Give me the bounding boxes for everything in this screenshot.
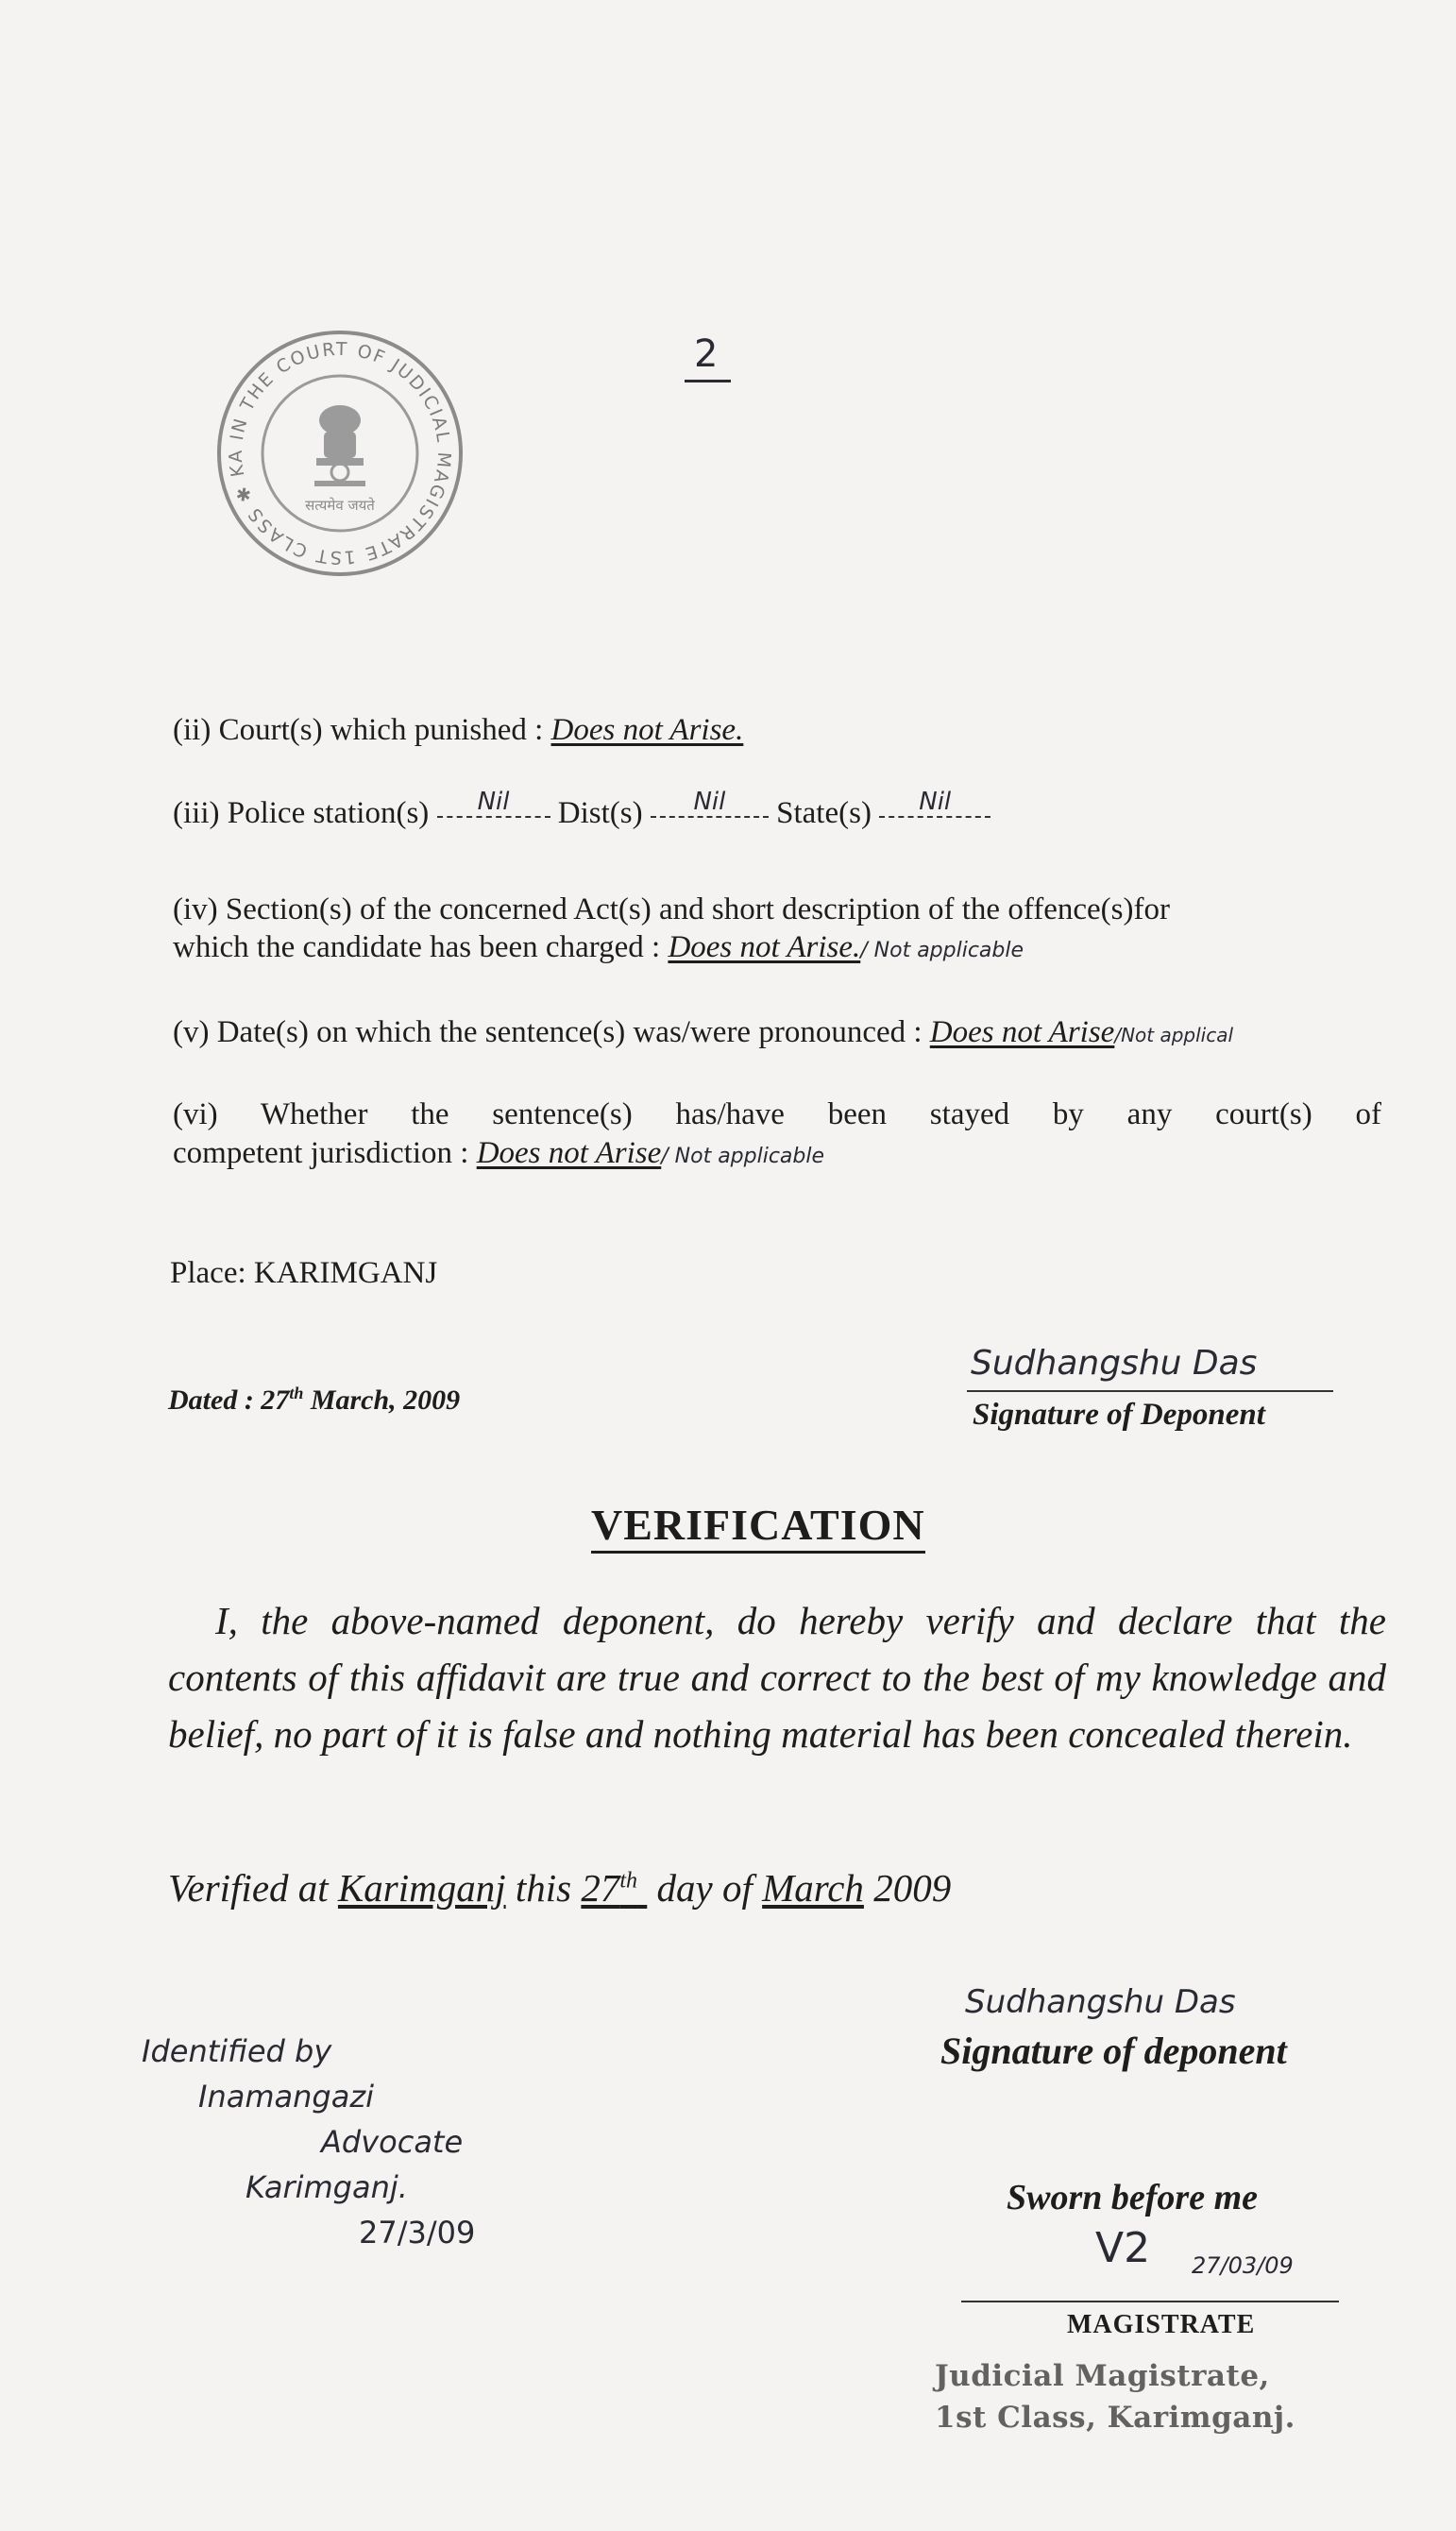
item-iv-line1: (iv) Section(s) of the concerned Act(s) and short description of the offence(s)for <box>173 892 1170 926</box>
sworn-before-me: Sworn before me <box>1007 2178 1258 2217</box>
court-seal <box>212 326 467 581</box>
identified-by-note: Identified by Inamangazi Advocate Karimganj. 27/3/09 <box>142 2033 476 2251</box>
signature-of-deponent-2-caption: Signature of deponent <box>940 2030 1287 2072</box>
page-number: 2 <box>694 332 718 376</box>
verification-paragraph: I, the above-named deponent, do hereby verify and declare that the contents of this affidavit are true and correct to the best of my knowledge and belief, no part of it is false and nothing material has been concealed therein. <box>168 1599 1386 1756</box>
item-vi-line2: competent jurisdiction : Does not Arise/ Not applicable <box>173 1136 825 1170</box>
dated-line: Dated : 27th March, 2009 <box>168 1384 461 1416</box>
dist-value: Nil <box>651 788 769 818</box>
magistrate-sign-date: 27/03/09 <box>1192 2252 1294 2279</box>
magistrate-caption: MAGISTRATE <box>1067 2310 1256 2339</box>
seal-outer-text: IN THE COURT OF JUDICIAL MAGISTRATE 1ST CLASS ✱ KA <box>225 338 455 569</box>
item-vi-line1: (vi) Whether the sentence(s) has/have been stayed by any court(s) of <box>173 1097 1381 1131</box>
state-value: Nil <box>879 788 990 818</box>
magistrate-stamp: Judicial Magistrate, 1st Class, Karimganj. <box>935 2359 1295 2435</box>
handwritten-not-applicable: /Not applical <box>1114 1024 1234 1046</box>
deponent-signature-2-handwritten: Sudhangshu Das <box>965 1983 1236 2021</box>
verification-title: VERIFICATION <box>591 1501 925 1549</box>
place-line: Place: KARIMGANJ <box>170 1256 438 1290</box>
seal-motto: सत्यमेव जयते <box>305 497 375 514</box>
magistrate-signature-line <box>961 2301 1339 2302</box>
item-ii: (ii) Court(s) which punished : Does not Arise. <box>173 713 744 747</box>
magistrate-initials: V2 <box>1095 2224 1151 2272</box>
lion-emblem-icon <box>314 405 365 486</box>
item-iv-line2: which the candidate has been charged : Does not Arise./ Not applicable <box>173 930 1024 964</box>
item-v: (v) Date(s) on which the sentence(s) was/were pronounced : Does not Arise/Not applical <box>173 1015 1234 1049</box>
item-iii: (iii) Police station(s) Nil Dist(s) Nil State(s) Nil <box>173 796 990 831</box>
signature-of-deponent-caption: Signature of Deponent <box>973 1398 1265 1432</box>
handwritten-not-applicable: / Not applicable <box>661 1145 825 1168</box>
verified-at-line: Verified at Karimganj this 27th day of March 2009 <box>168 1866 952 1910</box>
police-station-value: Nil <box>437 788 550 818</box>
handwritten-not-applicable: / Not applicable <box>860 939 1024 962</box>
signature-line <box>967 1390 1333 1392</box>
deponent-signature-handwritten: Sudhangshu Das <box>971 1344 1258 1383</box>
